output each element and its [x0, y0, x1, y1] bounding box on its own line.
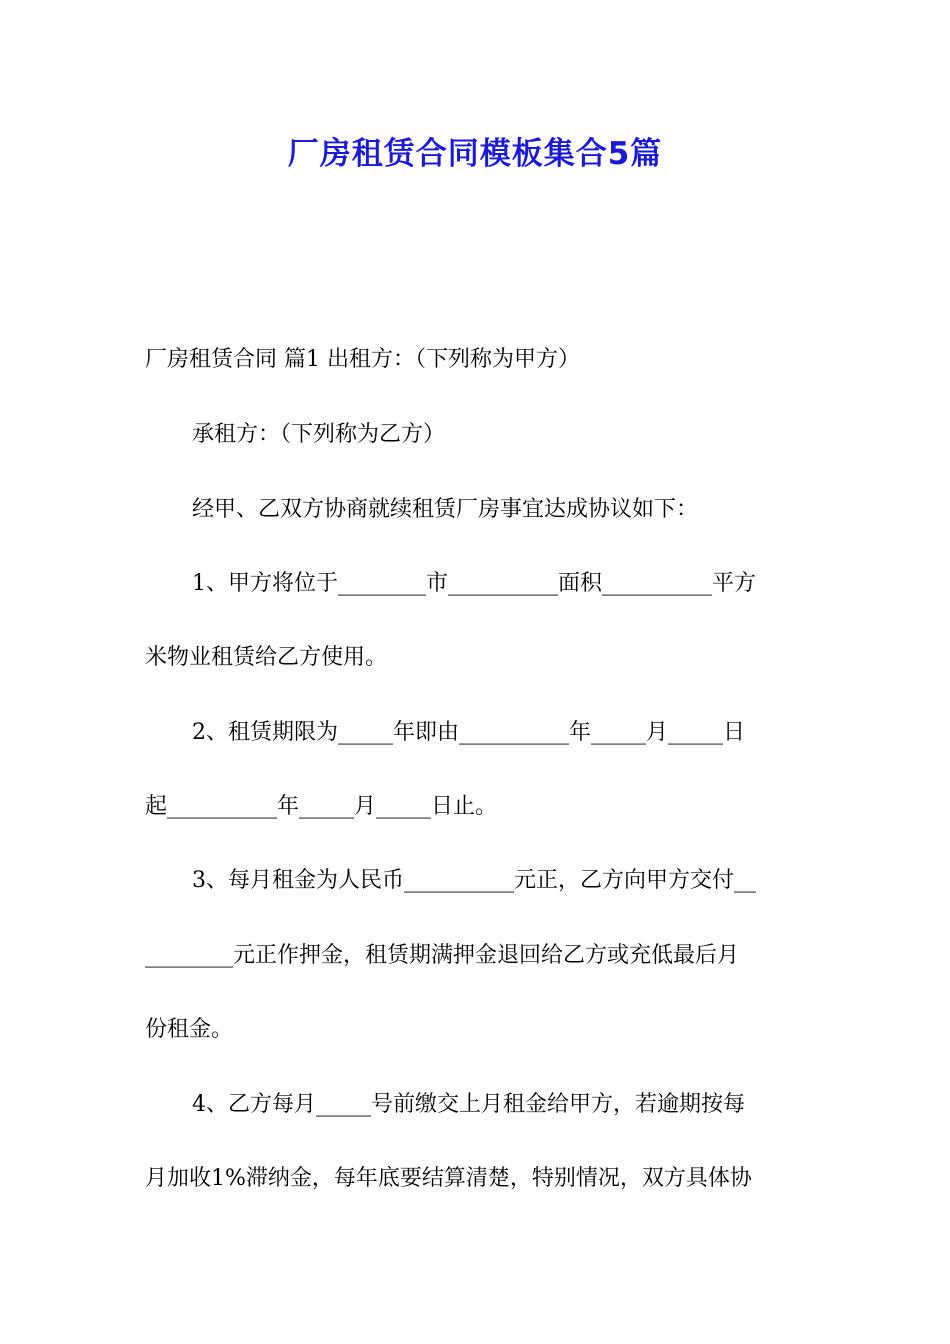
clause-3-line-1: 3、每月租金为人民币__________元正，乙方向甲方交付__ — [192, 868, 756, 893]
clause-3-line-3: 份租金。 — [145, 1017, 234, 1042]
lessee-line: 承租方：（下列称为乙方） — [192, 422, 446, 447]
clause-4-line-1: 4、乙方每月_____号前缴交上月租金给甲方，若逾期按每 — [192, 1092, 745, 1117]
intro-line: 经甲、乙双方协商就续租赁厂房事宜达成协议如下： — [192, 497, 699, 522]
heading-line: 厂房租赁合同 篇1 出租方：（下列称为甲方） — [145, 347, 580, 372]
clause-2-line-2: 起__________年_____月_____日止。 — [145, 794, 498, 819]
clause-1-line-2: 米物业租赁给乙方使用。 — [145, 645, 388, 670]
clause-3-line-2: ________元正作押金，租赁期满押金退回给乙方或充低最后月 — [145, 943, 740, 968]
clause-1-line-1: 1、甲方将位于________市__________面积__________平方 — [192, 571, 756, 596]
clause-4-line-2: 月加收1%滞纳金，每年底要结算清楚，特别情况，双方具体协 — [145, 1166, 752, 1191]
clause-2-line-1: 2、租赁期限为_____年即由__________年_____月_____日 — [192, 720, 745, 745]
document-title: 厂房租赁合同模板集合5篇 — [287, 136, 663, 172]
